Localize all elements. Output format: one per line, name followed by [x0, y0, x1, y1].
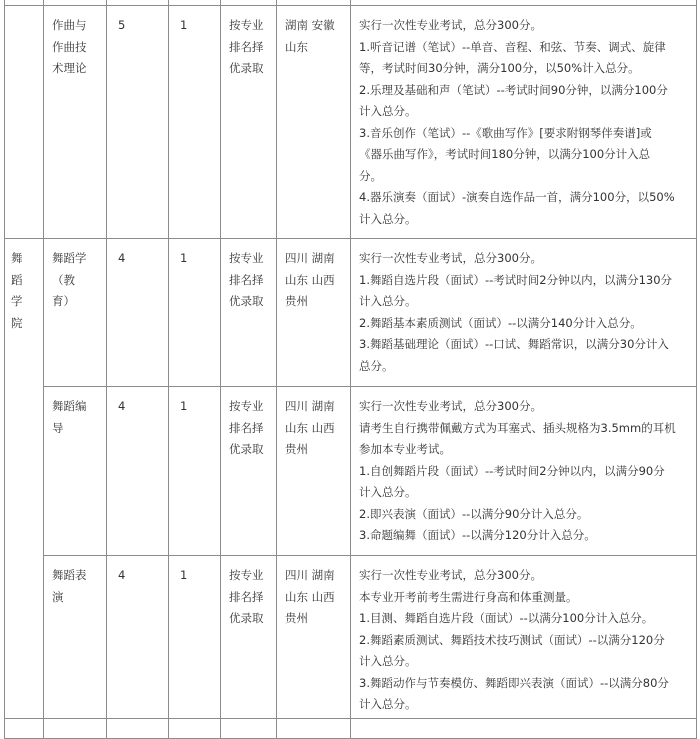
requirement-line: 请考生自行携带佩戴方式为耳塞式、插头规格为3.5mm的耳机: [359, 420, 676, 435]
admission-line: 按专业: [229, 568, 264, 582]
table-row: [5, 239, 697, 387]
province-line: 湖南 安徽: [285, 18, 335, 32]
admission-cell: [221, 387, 277, 556]
province-line: 山东 山西: [285, 272, 335, 287]
province-line: 四川 湖南: [285, 568, 335, 582]
table-row-next-top: [5, 719, 697, 739]
department-cell: [5, 239, 44, 719]
provinces-cell: [277, 387, 351, 556]
table-cell: [44, 719, 107, 739]
major-line: 舞蹈学: [52, 251, 87, 265]
province-line: 贵州: [285, 611, 308, 625]
requirement-line: 计入总分。: [359, 697, 417, 711]
requirement-line: 分。: [359, 168, 382, 183]
requirement-line: 2.即兴表演（面试）--以满分90分计入总分。: [359, 506, 589, 521]
requirement-line: 1.舞蹈自选片段（面试）--考试时间2分钟以内，以满分130分: [359, 272, 673, 287]
department-char: 院: [11, 315, 23, 330]
province-line: 四川 湖南: [285, 399, 335, 413]
province-line: 四川 湖南: [285, 251, 335, 265]
major-cell: [44, 387, 107, 556]
requirements-cell: [351, 239, 697, 387]
requirement-line: 2.舞蹈素质测试、舞蹈技术技巧测试（面试）--以满分120分: [359, 632, 665, 647]
major-line: 导: [52, 420, 64, 435]
requirement-line: 3.舞蹈动作与节奏模仿、舞蹈即兴表演（面试）--以满分80分: [359, 675, 669, 690]
major-line: 术理论: [52, 61, 87, 75]
requirement-line: 4.器乐演奏（面试）-演奏自选作品一首，满分100分，以50%: [359, 190, 675, 204]
table-row: [5, 6, 697, 239]
admission-line: 排名择: [229, 39, 264, 54]
requirement-line: 实行一次性专业考试，总分300分。: [359, 568, 542, 582]
requirements-cell: [351, 6, 697, 239]
requirements-cell: [351, 556, 697, 719]
requirements-cell: [351, 387, 697, 556]
admission-line: 按专业: [229, 399, 264, 413]
requirement-line: 本专业开考前考生需进行身高和体重测量。: [359, 589, 578, 604]
requirement-line: 等，考试时间30分钟，满分100分，以50%计入总分。: [359, 61, 640, 75]
province-line: 山东 山西: [285, 589, 335, 604]
table-cell: [169, 719, 221, 739]
major-line: （教: [52, 272, 75, 287]
major-cell: [44, 556, 107, 719]
quota-cell: 1: [169, 239, 221, 387]
requirement-line: 计入总分。: [359, 485, 417, 499]
requirement-line: 3.命题编舞（面试）--以满分120分计入总分。: [359, 528, 596, 542]
provinces-cell: [277, 6, 351, 239]
province-line: 山东: [285, 39, 308, 54]
admission-line: 排名择: [229, 420, 264, 435]
admission-line: 优录取: [229, 61, 264, 75]
requirement-line: 计入总分。: [359, 654, 417, 668]
admission-table: [4, 0, 697, 739]
requirement-line: 实行一次性专业考试，总分300分。: [359, 399, 542, 413]
requirement-line: 1.自创舞蹈片段（面试）--考试时间2分钟以内，以满分90分: [359, 463, 665, 478]
admission-line: 排名择: [229, 589, 264, 604]
major-cell: [44, 6, 107, 239]
requirement-line: 计入总分。: [359, 104, 417, 118]
requirement-line: 2.乐理及基础和声（笔试）--考试时间90分钟，以满分100分: [359, 82, 668, 97]
admission-cell: [221, 556, 277, 719]
admission-line: 优录取: [229, 294, 264, 308]
department-char: 学: [11, 294, 23, 308]
provinces-cell: [277, 239, 351, 387]
major-line: 作曲技: [52, 39, 87, 54]
province-line: 贵州: [285, 294, 308, 308]
quota-cell: 1: [169, 387, 221, 556]
duration-cell: 4: [107, 387, 169, 556]
table-cell: [277, 719, 351, 739]
major-line: 作曲与: [52, 18, 87, 32]
admission-cell: [221, 6, 277, 239]
table-cell: [107, 719, 169, 739]
admission-line: 优录取: [229, 611, 264, 625]
requirement-line: 实行一次性专业考试，总分300分。: [359, 18, 542, 32]
requirement-line: 《器乐曲写作》，考试时间180分钟，以满分100分计入总: [359, 147, 651, 161]
quota-cell: 1: [169, 6, 221, 239]
requirement-line: 总分。: [359, 358, 394, 373]
requirement-line: 计入总分。: [359, 294, 417, 308]
duration-cell: 5: [107, 6, 169, 239]
table-cell: [221, 719, 277, 739]
requirement-line: 1.听音记谱（笔试）--单音、音程、和弦、节奏、调式、旋律: [359, 39, 666, 54]
requirement-line: 3.舞蹈基础理论（面试）--口试、舞蹈常识，以满分30分计入: [359, 337, 669, 351]
province-line: 贵州: [285, 442, 308, 456]
major-cell: [44, 239, 107, 387]
table-row: [5, 556, 697, 719]
requirement-line: 实行一次性专业考试，总分300分。: [359, 251, 542, 265]
admission-cell: [221, 239, 277, 387]
requirement-line: 2.舞蹈基本素质测试（面试）--以满分140分计入总分。: [359, 315, 642, 330]
major-line: 育）: [52, 294, 75, 308]
requirement-line: 3.音乐创作（笔试）--《歌曲写作》[要求附钢琴伴奏谱]或: [359, 125, 652, 140]
requirement-line: 1.目测、舞蹈自选片段（面试）--以满分100分计入总分。: [359, 611, 654, 625]
provinces-cell: [277, 556, 351, 719]
table-cell: [5, 719, 44, 739]
major-line: 演: [52, 589, 64, 604]
department-char: 舞: [11, 251, 23, 265]
table-row: [5, 387, 697, 556]
requirement-line: 参加本专业考试。: [359, 442, 451, 456]
duration-cell: 4: [107, 556, 169, 719]
admission-line: 按专业: [229, 251, 264, 265]
admission-line: 按专业: [229, 18, 264, 32]
table-cell: [351, 719, 697, 739]
admission-line: 优录取: [229, 442, 264, 456]
major-line: 舞蹈编: [52, 399, 87, 413]
province-line: 山东 山西: [285, 420, 335, 435]
requirement-line: 计入总分。: [359, 211, 417, 226]
major-line: 舞蹈表: [52, 568, 87, 582]
department-cell: [5, 6, 44, 239]
department-char: 蹈: [11, 272, 23, 287]
duration-cell: 4: [107, 239, 169, 387]
quota-cell: 1: [169, 556, 221, 719]
admission-line: 排名择: [229, 272, 264, 287]
